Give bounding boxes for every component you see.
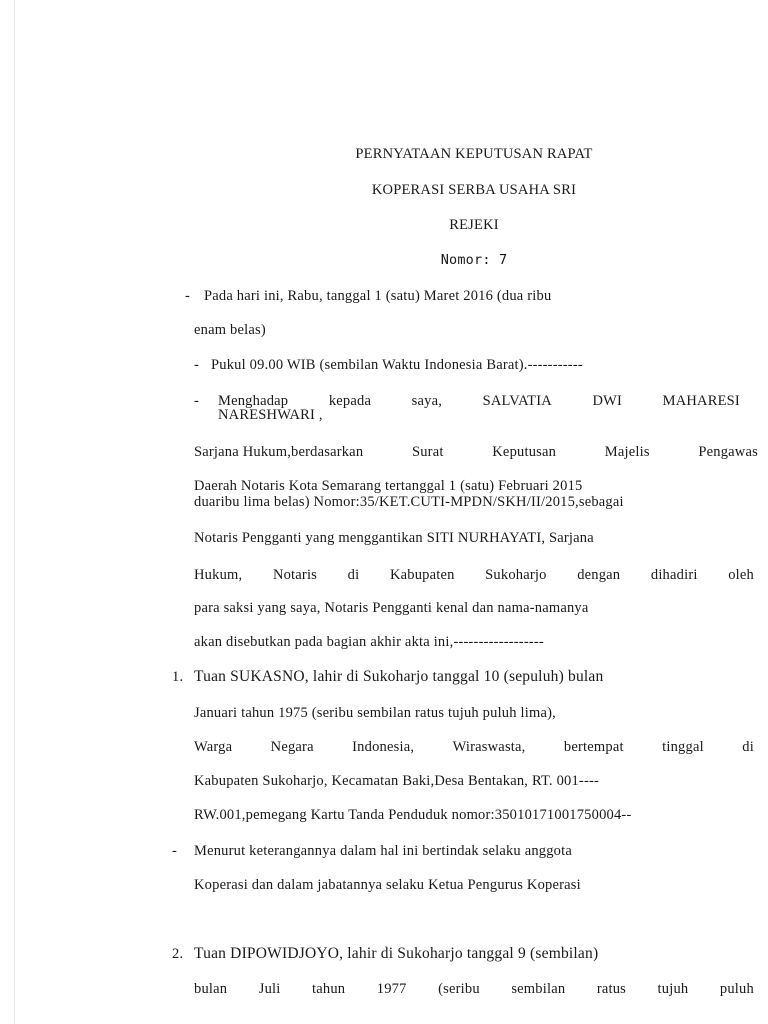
- intro-line-1: Pada hari ini, Rabu, tanggal 1 (satu) Maret 2016 (dua ribu: [204, 288, 552, 304]
- para-1-line-4: Notaris Pengganti yang menggantikan SITI NURHAYATI, Sarjana: [194, 530, 594, 546]
- word: Wiraswasta,: [452, 739, 526, 755]
- document-title-line-2: KOPERASI SERBA USAHA SRI: [371, 182, 577, 198]
- bullet-dash: -: [172, 843, 178, 859]
- word: Juli: [258, 981, 281, 997]
- word: bulan: [194, 981, 228, 997]
- word: Indonesia,: [352, 739, 415, 755]
- word: tahun: [312, 981, 346, 997]
- bullet-dash: -: [185, 288, 191, 304]
- menghadap-line-2: NARESHWARI ,: [218, 407, 323, 423]
- bullet-dash: -: [194, 357, 200, 373]
- intro-line-2: enam belas): [194, 322, 266, 338]
- word: Hukum,: [194, 567, 243, 583]
- word: tujuh: [657, 981, 689, 997]
- word: 1977: [376, 981, 407, 997]
- word: (seribu: [438, 981, 480, 997]
- item-1-line-3: [194, 739, 754, 755]
- word: kepada: [328, 393, 372, 409]
- document-number: Nomor: 7: [440, 252, 508, 268]
- para-1-line-6: para saksi yang saya, Notaris Pengganti kenal dan nama-namanya: [194, 600, 589, 616]
- word: Notaris: [272, 567, 318, 583]
- word: SALVATIA: [482, 393, 552, 409]
- word: tinggal: [662, 739, 704, 755]
- word: dihadiri: [650, 567, 698, 583]
- word: ratus: [596, 981, 626, 997]
- document-title-line-1: PERNYATAAN KEPUTUSAN RAPAT: [355, 146, 593, 162]
- item-2-line-2: [194, 981, 754, 997]
- word: Negara: [270, 739, 314, 755]
- item-2-number: 2.: [172, 946, 184, 962]
- item-1-line-2: Januari tahun 1975 (seribu sembilan ratus tujuh puluh lima),: [194, 705, 556, 721]
- word: Majelis: [604, 444, 650, 460]
- word: Kabupaten: [389, 567, 455, 583]
- menurut-line-2: Koperasi dan dalam jabatannya selaku Ketua Pengurus Koperasi: [194, 877, 581, 893]
- word: Menghadap: [218, 393, 289, 409]
- word: MAHARESI: [662, 393, 740, 409]
- menurut-line-1: Menurut keterangannya dalam hal ini bertindak selaku anggota: [194, 843, 572, 859]
- word: Surat: [411, 444, 444, 460]
- item-1-number: 1.: [172, 669, 184, 685]
- word: di: [347, 567, 360, 583]
- word: Sarjana Hukum,berdasarkan: [194, 444, 364, 460]
- word: di: [742, 739, 754, 755]
- word: Warga: [194, 739, 233, 755]
- word: Sukoharjo: [485, 567, 547, 583]
- word: Pengawas: [698, 444, 758, 460]
- word: sembilan: [511, 981, 566, 997]
- word: oleh: [728, 567, 754, 583]
- word: Keputusan: [492, 444, 557, 460]
- para-1-line-3: duaribu lima belas) Nomor:35/KET.CUTI-MPDN/SKH/II/2015,sebagai: [194, 494, 624, 510]
- para-1-line-7: akan disebutkan pada bagian akhir akta ini,------------------: [194, 634, 544, 650]
- item-2-line-1: Tuan DIPOWIDJOYO, lahir di Sukoharjo tanggal 9 (sembilan): [194, 945, 599, 962]
- word: saya,: [411, 393, 443, 409]
- word: puluh: [719, 981, 754, 997]
- para-1-line-5: [194, 567, 754, 583]
- item-1-line-4: Kabupaten Sukoharjo, Kecamatan Baki,Desa Bentakan, RT. 001----: [194, 773, 600, 789]
- para-1-line-1: [194, 444, 758, 460]
- item-1-line-1: Tuan SUKASNO, lahir di Sukoharjo tanggal 10 (sepuluh) bulan: [194, 668, 604, 685]
- word: DWI: [592, 393, 623, 409]
- bullet-dash: -: [194, 393, 200, 409]
- document-title-line-3: REJEKI: [449, 217, 499, 233]
- pukul-line: Pukul 09.00 WIB (sembilan Waktu Indonesia Barat).-----------: [211, 357, 583, 373]
- para-1-line-2: Daerah Notaris Kota Semarang tertanggal 1 (satu) Februari 2015: [194, 478, 583, 494]
- word: bertempat: [563, 739, 624, 755]
- item-1-line-5: RW.001,pemegang Kartu Tanda Penduduk nomor:35010171001750004--: [194, 807, 632, 823]
- word: dengan: [577, 567, 621, 583]
